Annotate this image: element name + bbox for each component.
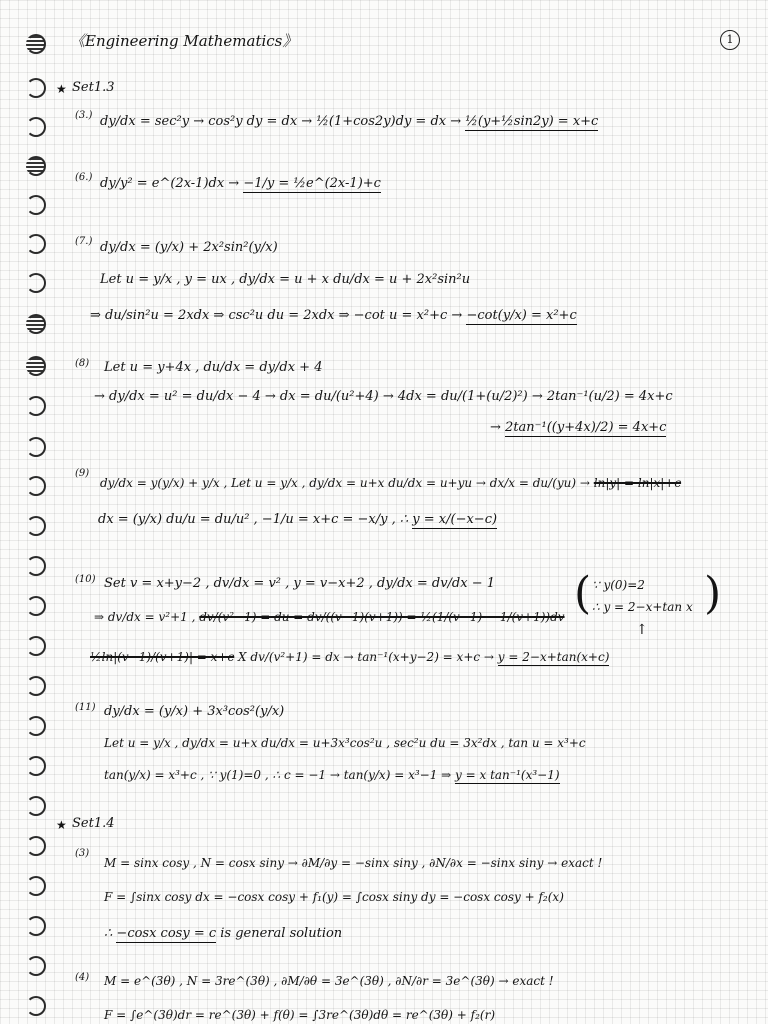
solution-line	[104, 890, 564, 904]
solution-line	[90, 650, 609, 664]
line-text: dx = (y/x) du/u = du/u² , −1/u = x+c = −x/y , ∴	[98, 512, 409, 527]
line-text: M = sinx cosy , N = cosx siny → ∂M/∂y = −sinx siny , ∂N/∂x = −sinx siny → exact !	[104, 856, 603, 870]
note-bracket: )	[704, 568, 722, 619]
problem-number: (6.)	[75, 172, 93, 183]
binder-ring	[26, 34, 46, 54]
binder-ring	[26, 476, 46, 496]
binder-ring	[26, 596, 46, 616]
binder-ring	[26, 636, 46, 656]
line-text: Let u = y/x , dy/dx = u+x du/dx = u+3x³cos²u , sec²u du = 3x²dx , tan u = x³+c	[104, 736, 586, 750]
line-text: ⇒ dv/dx = v²+1 ,	[94, 610, 196, 624]
solution-line	[98, 512, 497, 527]
answer-underlined: y = x tan⁻¹(x³−1)	[455, 768, 560, 782]
note-line: ∵ y(0)=2	[592, 578, 645, 592]
answer-underlined: 2tan⁻¹((y+4x)/2) = 4x+c	[505, 420, 667, 435]
solution-line	[94, 389, 673, 404]
set-title: Set1.4	[72, 816, 115, 831]
solution-line	[104, 360, 322, 375]
line-text: dy/dx = (y/x) + 2x²sin²(y/x)	[100, 240, 278, 255]
problem-number: (3.)	[75, 110, 93, 121]
solution-line	[104, 974, 554, 988]
answer-underlined: y = 2−x+tan(x+c)	[497, 650, 610, 664]
binder-ring	[26, 437, 46, 457]
line-text: M = e^(3θ) , N = 3re^(3θ) , ∂M/∂θ = 3e^(3θ) , ∂N/∂r = 3e^(3θ) → exact !	[104, 974, 554, 988]
binder-ring	[26, 273, 46, 293]
solution-line	[104, 1008, 495, 1022]
solution-line	[104, 768, 560, 782]
crossed-out-text: ½ln|(v−1)/(v+1)| = x+c	[90, 650, 235, 664]
answer-underlined: ½(y+½sin2y) = x+c	[465, 114, 599, 129]
problem-number: (10)	[75, 574, 96, 585]
page-number: 1	[720, 30, 740, 50]
line-text: ⇒ du/sin²u = 2xdx ⇒ csc²u du = 2xdx ⇒ −cot u = x²+c →	[90, 308, 463, 323]
solution-line	[90, 308, 577, 323]
line-text: is general solution	[220, 926, 343, 941]
page-title: 《Engineering Mathematics》	[70, 32, 298, 50]
problem-number: (11)	[75, 702, 96, 713]
line-text: dy/dx = y(y/x) + y/x , Let u = y/x , dy/dx = u+x du/dx = u+yu → dx/x = du/(yu) →	[100, 476, 590, 490]
line-text: tan(y/x) = x³+c , ∵ y(1)=0 , ∴ c = −1 → tan(y/x) = x³−1 ⇒	[104, 768, 452, 782]
binder-ring	[26, 996, 46, 1016]
answer-underlined: −1/y = ½e^(2x-1)+c	[243, 176, 381, 191]
line-text: X dv/(v²+1) = dx → tan⁻¹(x+y−2) = x+c →	[238, 650, 494, 664]
solution-line	[490, 420, 666, 435]
line-text: Let u = y/x , y = ux , dy/dx = u + x du/dx = u + 2x²sin²u	[100, 272, 471, 287]
star-bullet: ★	[56, 818, 67, 832]
line-text: →	[490, 420, 501, 435]
solution-line	[100, 114, 598, 129]
solution-line	[104, 704, 284, 719]
line-text: F = ∫e^(3θ)dr = re^(3θ) + f(θ) = ∫3re^(3θ)dθ = re^(3θ) + f₂(r)	[104, 1008, 495, 1022]
line-text: Set v = x+y−2 , dv/dx = v² , y = v−x+2 , dy/dx = dv/dx − 1	[104, 576, 496, 591]
solution-line	[104, 576, 495, 591]
binder-ring	[26, 916, 46, 936]
note-bracket: (	[574, 568, 592, 619]
binder-ring	[26, 556, 46, 576]
line-text: Let u = y+4x , du/dx = dy/dx + 4	[104, 360, 323, 375]
problem-number: (7.)	[75, 236, 93, 247]
solution-line	[100, 240, 278, 255]
binder-ring	[26, 756, 46, 776]
arrow-up-icon: ↑	[636, 622, 648, 638]
solution-line	[100, 176, 381, 191]
line-text: dy/y² = e^(2x-1)dx →	[100, 176, 240, 191]
crossed-out-text: dv/(v²−1) = du = dv/((v−1)(v+1)) = ½(1/(v−1) − 1/(v+1))dv	[199, 610, 565, 624]
binder-ring	[26, 234, 46, 254]
line-text: dy/dx = (y/x) + 3x³cos²(y/x)	[104, 704, 285, 719]
problem-number: (9)	[75, 468, 90, 479]
answer-underlined: −cosx cosy = c	[116, 926, 217, 941]
margin-note	[574, 568, 722, 624]
binder-ring	[26, 195, 46, 215]
answer-underlined: y = x/(−x−c)	[412, 512, 498, 527]
solution-line	[94, 610, 565, 624]
binder-ring	[26, 716, 46, 736]
binder-ring	[26, 836, 46, 856]
binder-ring	[26, 356, 46, 376]
binder-ring	[26, 876, 46, 896]
binder-ring	[26, 676, 46, 696]
binder-ring	[26, 956, 46, 976]
problem-number: (4)	[75, 972, 90, 983]
binder-ring	[26, 396, 46, 416]
line-text: ∴	[104, 926, 113, 941]
line-text: → dy/dx = u² = du/dx − 4 → dx = du/(u²+4) → 4dx = du/(1+(u/2)²) → 2tan⁻¹(u/2) = 4x+c	[94, 389, 673, 404]
note-line: ∴ y = 2−x+tan x	[592, 600, 693, 614]
line-text: F = ∫sinx cosy dx = −cosx cosy + f₁(y) = ∫cosx siny dy = −cosx cosy + f₂(x)	[104, 890, 564, 904]
solution-line	[104, 926, 342, 941]
problem-number: (3)	[75, 848, 90, 859]
solution-line	[104, 736, 586, 750]
solution-line	[104, 856, 602, 870]
binder-ring	[26, 156, 46, 176]
set-title: Set1.3	[72, 80, 115, 95]
binder-ring	[26, 314, 46, 334]
star-bullet: ★	[56, 82, 67, 96]
answer-underlined: −cot(y/x) = x²+c	[466, 308, 577, 323]
binder-ring	[26, 516, 46, 536]
binder-ring	[26, 78, 46, 98]
problem-number: (8)	[75, 358, 90, 369]
crossed-out-text: ln|y| = ln|x|+c	[593, 476, 682, 490]
solution-line	[100, 476, 681, 490]
line-text: dy/dx = sec²y → cos²y dy = dx → ½(1+cos2y)dy = dx →	[100, 114, 462, 129]
binder-ring	[26, 117, 46, 137]
solution-line	[100, 272, 470, 287]
binder-ring	[26, 796, 46, 816]
